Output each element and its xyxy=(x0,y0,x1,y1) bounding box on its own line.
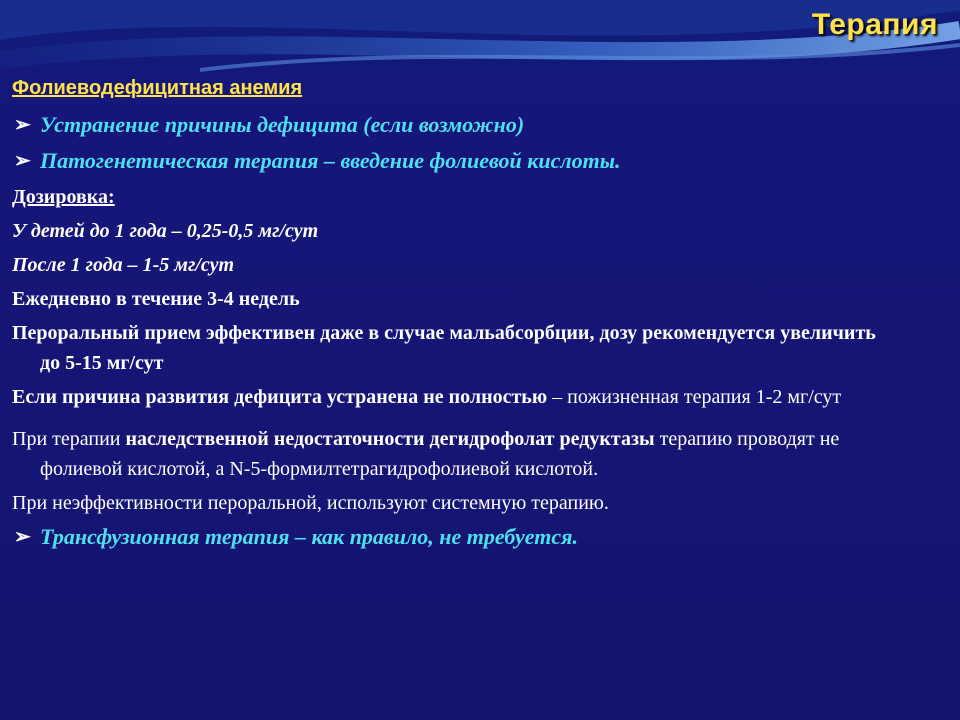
section-subtitle: Фолиеводефицитная анемия xyxy=(12,77,303,99)
hereditary-therapy-text xyxy=(12,424,892,484)
slide-content xyxy=(12,74,892,558)
bullet-item-pathogenetic xyxy=(12,146,892,176)
incomplete-cause-rest: – пожизненная терапия 1-2 мг/сут xyxy=(552,386,842,408)
hereditary-bold: наследственной недостаточности дегидрофолат редуктазы xyxy=(125,428,655,450)
bullet-text: Устранение причины дефицита (если возможно) xyxy=(40,112,525,137)
hereditary-rest: терапию проводят не фолиевой кислотой, а N-5-формилтетрагидрофолиевой кислотой. xyxy=(40,428,840,480)
incomplete-cause-bold: Если причина развития дефицита устранена не полностью xyxy=(12,386,553,408)
arrow-bullet-icon: ➢ xyxy=(14,526,31,548)
arrow-bullet-icon: ➢ xyxy=(14,150,31,172)
bullet-item-cause xyxy=(12,110,892,140)
arrow-bullet-icon: ➢ xyxy=(14,114,31,136)
hereditary-prefix: При терапии xyxy=(12,428,126,450)
dosage-label: Дозировка: xyxy=(12,186,115,208)
dosage-line: Ежедневно в течение 3-4 недель xyxy=(12,288,300,310)
slide-title: Терапия xyxy=(811,8,938,41)
systemic-therapy-text: При неэффективности пероральной, используют системную терапию. xyxy=(12,492,609,514)
bullet-text: Патогенетическая терапия – введение фолиевой кислоты. xyxy=(40,148,621,173)
oral-intake-text: Пероральный прием эффективен даже в случае мальабсорбции, дозу рекомендуется увеличить до 5-15 мг/сут xyxy=(12,322,876,374)
dosage-line: У детей до 1 года – 0,25-0,5 мг/сут xyxy=(12,220,319,242)
dosage-line: После 1 года – 1-5 мг/сут xyxy=(12,254,235,276)
bullet-text: Трансфузионная терапия – как правило, не требуется. xyxy=(40,524,578,549)
incomplete-cause-text xyxy=(12,382,892,412)
bullet-item-transfusion xyxy=(12,522,892,552)
